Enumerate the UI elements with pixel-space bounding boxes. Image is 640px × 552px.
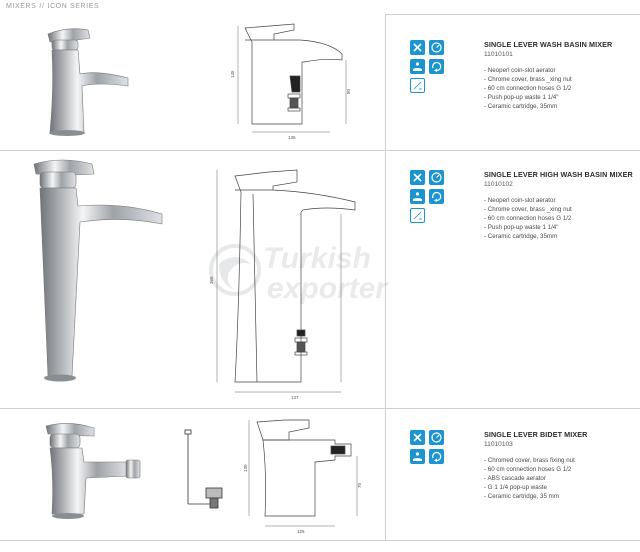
hand-water-icon bbox=[410, 189, 425, 204]
hand-water-icon bbox=[410, 59, 425, 74]
feature-item: - Push pop-up waste 1 1/4" bbox=[484, 223, 638, 232]
product-section-3 bbox=[0, 408, 640, 540]
spec-block-2 bbox=[484, 170, 638, 241]
product-title: SINGLE LEVER HIGH WASH BASIN MIXER bbox=[484, 170, 633, 179]
gauge-icon bbox=[429, 40, 444, 55]
cycle-icon bbox=[429, 449, 444, 464]
dimension-width-3: 125 bbox=[297, 529, 305, 534]
temperature-icon bbox=[410, 208, 425, 223]
cycle-icon bbox=[429, 59, 444, 74]
product-title: SINGLE LEVER WASH BASIN MIXER bbox=[484, 40, 613, 49]
dimension-width-2: 137 bbox=[291, 395, 299, 400]
feature-item: - 60 cm connection hoses G 1/2 bbox=[484, 214, 638, 223]
feature-item: - Chromed cover, brass fixing nut bbox=[484, 456, 638, 465]
watermark-line2: exporter bbox=[267, 272, 388, 305]
feature-item: - 60 cm connection hoses G 1/2 bbox=[484, 465, 638, 474]
feature-item: - G 1 1/4 pop-up waste bbox=[484, 483, 638, 492]
feature-item: - Neoperl coin-slot aerator bbox=[484, 66, 638, 75]
spec-block-1 bbox=[484, 40, 638, 111]
product-section-2 bbox=[0, 150, 640, 408]
feature-item: - Ceramic cartridge, 35 mm bbox=[484, 492, 638, 501]
feature-list bbox=[484, 196, 638, 241]
product-code: 11010102 bbox=[484, 181, 513, 188]
tools-icon bbox=[410, 40, 425, 55]
feature-item: - Ceramic cartridge, 35mm bbox=[484, 232, 638, 241]
breadcrumb-category: MIXERS bbox=[6, 3, 37, 10]
hand-water-icon bbox=[410, 449, 425, 464]
feature-list bbox=[484, 66, 638, 111]
product-section-1 bbox=[0, 0, 640, 150]
product-code: 11010101 bbox=[484, 51, 513, 58]
breadcrumb-separator: // bbox=[39, 3, 45, 10]
spec-block-3 bbox=[484, 430, 638, 501]
technical-drawing-2 bbox=[205, 160, 365, 405]
dimension-height-3: 130 bbox=[243, 464, 248, 472]
feature-item: - 60 cm connection hoses G 1/2 bbox=[484, 84, 638, 93]
watermark-line1: Turkish bbox=[263, 242, 371, 275]
product-photo-3 bbox=[36, 418, 166, 530]
gauge-icon bbox=[429, 430, 444, 445]
product-title: SINGLE LEVER BIDET MIXER bbox=[484, 430, 588, 439]
waste-drawing-3 bbox=[180, 428, 240, 518]
dimension-spout-3: 70 bbox=[357, 482, 362, 488]
tools-icon bbox=[410, 170, 425, 185]
technical-drawing-1 bbox=[230, 18, 355, 146]
technical-drawing-3 bbox=[245, 416, 365, 536]
cycle-icon bbox=[429, 189, 444, 204]
feature-list bbox=[484, 456, 638, 501]
temperature-icon bbox=[410, 78, 425, 93]
svg-text:w: w bbox=[419, 86, 422, 91]
dimension-height-1: 145 bbox=[230, 70, 235, 78]
bottom-divider bbox=[0, 540, 640, 541]
product-photo-2 bbox=[22, 156, 172, 396]
tools-icon bbox=[410, 430, 425, 445]
feature-item: - Chrome cover, brass _xing nut bbox=[484, 75, 638, 84]
dimension-height-2: 365 bbox=[209, 276, 214, 284]
gauge-icon bbox=[429, 170, 444, 185]
feature-item: - ABS cascade aerator bbox=[484, 474, 638, 483]
dimension-width-1: 135 bbox=[288, 135, 296, 140]
breadcrumb-series: ICON SERIES bbox=[47, 3, 100, 10]
product-photo-1 bbox=[28, 20, 128, 140]
feature-item: - Chrome cover, brass _xing nut bbox=[484, 205, 638, 214]
product-code: 11010103 bbox=[484, 441, 513, 448]
feature-item: - Ceramic cartridge, 35mm bbox=[484, 102, 638, 111]
dimension-spout-1: 80 bbox=[346, 88, 351, 94]
svg-text:w: w bbox=[419, 216, 422, 221]
feature-item: - Push pop-up waste 1 1/4" bbox=[484, 93, 638, 102]
feature-item: - Neoperl coin-slot aerator bbox=[484, 196, 638, 205]
